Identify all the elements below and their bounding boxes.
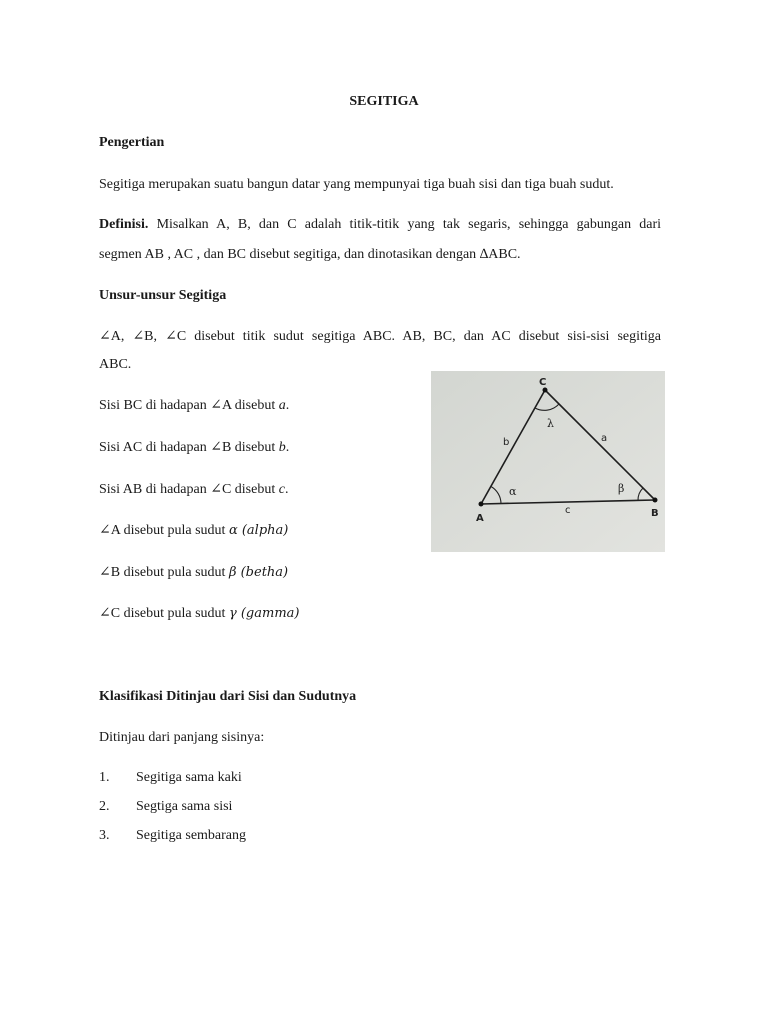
sisi-c-line: [99, 481, 288, 499]
definisi-line-2: segmen AB , AC , dan BC disebut segitiga, dan dinotasikan dengan ∆ABC.: [99, 247, 521, 262]
sisi-a-text: Sisi BC di hadapan ∠A disebut: [99, 398, 279, 413]
unsur-line-1: ∠A, ∠B, ∠C disebut titik sudut segitiga ABC. AB, BC, dan AC disebut sisi-sisi segitiga: [99, 329, 661, 344]
vertex-b-label: B: [651, 508, 659, 519]
list-item-3: Segitiga sembarang: [136, 828, 247, 843]
vertex-c-label: C: [539, 377, 547, 388]
sudut-beta-text: ∠B disebut pula sudut: [99, 565, 229, 580]
list-number-3: 3.: [99, 828, 110, 843]
vertex-b-dot: [653, 498, 658, 503]
page-title: SEGITIGA: [349, 94, 419, 109]
sisi-c-var: c: [278, 482, 285, 497]
list-item-2: Segtiga sama sisi: [136, 799, 233, 814]
pengertian-text: Segitiga merupakan suatu bangun datar yang mempunyai tiga buah sisi dan tiga buah sudut.: [99, 177, 614, 192]
sudut-alpha-text: ∠A disebut pula sudut: [99, 523, 229, 538]
definisi-label: Definisi.: [99, 217, 149, 232]
definisi-text-1: Misalkan A, B, dan C adalah titik-titik yang tak segaris, sehingga gabungan dari: [156, 217, 662, 232]
side-b-label: b: [503, 437, 510, 448]
side-c-label: c: [565, 505, 571, 516]
list-number-2: 2.: [99, 799, 110, 814]
sudut-gamma-math: γ (gamma): [228, 606, 300, 621]
vertex-a-dot: [479, 502, 484, 507]
unsur-line-2: ABC.: [99, 357, 132, 372]
sudut-alpha-line: [99, 522, 288, 540]
sisi-c-suffix: .: [284, 482, 289, 497]
sisi-a-suffix: .: [285, 398, 290, 413]
triangle-diagram: [431, 371, 665, 552]
triangle-figure: [431, 371, 665, 552]
sisi-a-var: a: [278, 398, 286, 413]
sudut-beta-math: β (betha): [228, 565, 289, 580]
definisi-line-1: [99, 216, 661, 234]
heading-unsur: Unsur-unsur Segitiga: [99, 288, 227, 303]
sisi-b-suffix: .: [285, 440, 290, 455]
vertex-a-label: A: [476, 513, 484, 524]
heading-pengertian: Pengertian: [99, 135, 165, 150]
sisi-b-var: b: [278, 440, 286, 455]
klasifikasi-intro: Ditinjau dari panjang sisinya:: [99, 730, 265, 745]
sisi-a-line: [99, 397, 289, 415]
angle-c-label: λ: [547, 417, 554, 430]
photo-background: [431, 371, 665, 552]
list-item-1: Segitiga sama kaki: [136, 770, 242, 785]
heading-klasifikasi: Klasifikasi Ditinjau dari Sisi dan Sudutnya: [99, 689, 357, 704]
sisi-c-text: Sisi AB di hadapan ∠C disebut: [99, 482, 279, 497]
sisi-b-line: [99, 439, 289, 457]
sudut-gamma-line: [99, 605, 299, 623]
angle-a-label: α: [509, 485, 517, 498]
side-a-label: a: [601, 433, 608, 444]
sudut-beta-line: [99, 564, 288, 582]
sudut-gamma-text: ∠C disebut pula sudut: [99, 606, 229, 621]
angle-b-label: β: [618, 482, 625, 495]
vertex-c-dot: [543, 388, 548, 393]
sudut-alpha-math: α (alpha): [228, 523, 289, 538]
list-number-1: 1.: [99, 770, 110, 785]
sisi-b-text: Sisi AC di hadapan ∠B disebut: [99, 440, 279, 455]
